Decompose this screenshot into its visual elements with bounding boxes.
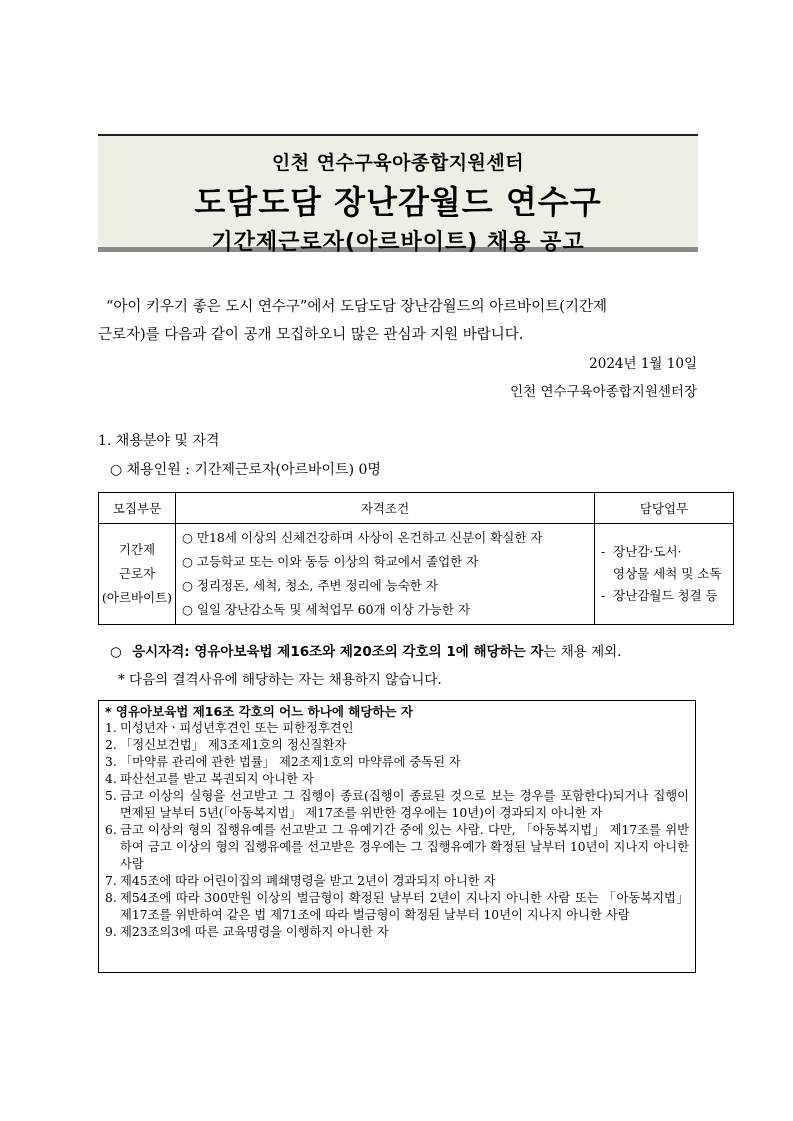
- list-item-number: 1.: [105, 721, 117, 735]
- list-item-text: 「마약류 관리에 관한 법률」 제2조제1호의 마약류에 중독된 자: [120, 755, 461, 769]
- duty-item: 영상물 세척 및 소독: [601, 566, 722, 581]
- list-item-text: 파산선고를 받고 복권되지 아니한 자: [120, 772, 314, 786]
- intro-line-2: 근로자)를 다음과 같이 공개 모집하오니 많은 관심과 지원 바랍니다.: [98, 327, 524, 343]
- condition-item: ○ 고등학교 또는 이와 동등 이상의 학교에서 졸업한 자: [182, 554, 479, 569]
- dept-line: (아르바이트): [101, 590, 173, 605]
- eligibility-bold: 응시자격: 영유아보육법 제16조와 제20조의 각호의 1에 해당하는 자: [132, 644, 544, 660]
- col-header-conditions: 자격조건: [176, 493, 595, 524]
- announcement-date: 2024년 1월 10일: [589, 356, 697, 372]
- list-item-text: 제45조에 따라 어린이집의 폐쇄명령을 받고 2년이 경과되지 아니한 자: [120, 874, 496, 888]
- dept-cell: [99, 524, 176, 625]
- list-item: [105, 924, 689, 941]
- duty-item: - 장난감월드 청결 등: [601, 588, 718, 603]
- dept-line: 기간제: [118, 542, 156, 557]
- list-item-number: 6.: [105, 823, 117, 837]
- recruit-count: ○ 채용인원 : 기간제근로자(아르바이트) 0명: [110, 462, 381, 478]
- list-item-text: 「정신보건법」 제3조제1호의 정신질환자: [120, 738, 347, 752]
- col-header-duties: 담당업무: [595, 493, 734, 524]
- list-item-text: 금고 이상의 실형을 선고받고 그 집행이 종료(집행이 종료된 것으로 보는 경우를 포함한다)되거나 집행이 면제된 날부터 5년(「아동복지법」 제17조를 위반한 경우에는 10년)이 경과되지 아니한 자: [120, 789, 689, 820]
- list-item-text: 제54조에 따라 300만원 이상의 벌금형이 확정된 날부터 2년이 지나지 아니한 사람 또는 「아동복지법」 제17조를 위반하여 같은 법 제71조에 따라 벌금형이 확정된 날부터 10년이 지나지 아니한 사람: [120, 891, 689, 922]
- list-item: [105, 890, 689, 924]
- disqualification-box: [98, 700, 696, 973]
- list-item: [105, 754, 689, 771]
- title-banner: [98, 134, 698, 255]
- list-item-number: 9.: [105, 925, 117, 939]
- list-item: [105, 788, 689, 822]
- list-item-number: 4.: [105, 772, 117, 786]
- list-item-text: 금고 이상의 형의 집행유예를 선고받고 그 유예기간 중에 있는 사람. 다만, 「아동복지법」 제17조를 위반하여 금고 이상의 형의 집행유예를 선고받은 경우에는 그 집행유예가 확정된 날부터 10년이 지나지 아니한 사람: [120, 823, 689, 871]
- duties-cell: [595, 524, 734, 625]
- org-name: 인천 연수구육아종합지원센터: [271, 152, 525, 174]
- signer: 인천 연수구육아종합지원센터장: [510, 384, 697, 400]
- duty-item: - 장난감·도서·: [601, 544, 682, 559]
- eligibility-line: [110, 640, 621, 660]
- list-item: [105, 720, 689, 737]
- list-item-number: 8.: [105, 891, 117, 905]
- disqualification-title: * 영유아보육법 제16조 각호의 어느 하나에 해당하는 자: [105, 704, 413, 719]
- list-item: [105, 771, 689, 788]
- list-item: [105, 822, 689, 873]
- section-heading: 1. 채용분야 및 자격: [98, 433, 220, 449]
- condition-item: ○ 정리정돈, 세척, 청소, 주변 정리에 능숙한 자: [182, 578, 438, 593]
- list-item: [105, 737, 689, 754]
- eligibility-bullet: ○: [110, 644, 122, 660]
- page-subtitle: 기간제근로자(아르바이트) 채용 공고: [211, 230, 585, 255]
- disqualification-note: * 다음의 결격사유에 해당하는 자는 채용하지 않습니다.: [118, 672, 442, 688]
- list-item-number: 7.: [105, 874, 117, 888]
- qualification-table: [98, 492, 734, 625]
- list-item-number: 2.: [105, 738, 117, 752]
- conditions-cell: [176, 524, 595, 625]
- table-row: [99, 524, 734, 625]
- list-item-number: 5.: [105, 789, 117, 803]
- list-item: [105, 873, 689, 890]
- list-item-text: 미성년자ㆍ피성년후견인 또는 피한정후견인: [120, 721, 354, 735]
- eligibility-rest: 는 채용 제외.: [543, 644, 622, 660]
- dept-line: 근로자: [118, 566, 156, 581]
- disqualification-list: [105, 720, 689, 941]
- col-header-dept: 모집부문: [99, 493, 176, 524]
- list-item-text: 제23조의3에 따른 교육명령을 이행하지 아니한 자: [120, 925, 389, 939]
- list-item-number: 3.: [105, 755, 117, 769]
- condition-item: ○ 만18세 이상의 신체건강하며 사상이 온건하고 신분이 확실한 자: [182, 530, 543, 545]
- table-header-row: [99, 493, 734, 524]
- condition-item: ○ 일일 장난감소독 및 세척업무 60개 이상 가능한 자: [182, 602, 471, 617]
- page-title: 도담도담 장난감월드 연수구: [194, 183, 602, 221]
- intro-line-1: “아이 키우기 좋은 도시 연수구”에서 도담도담 장난감월드의 아르바이트(기간제: [106, 299, 607, 315]
